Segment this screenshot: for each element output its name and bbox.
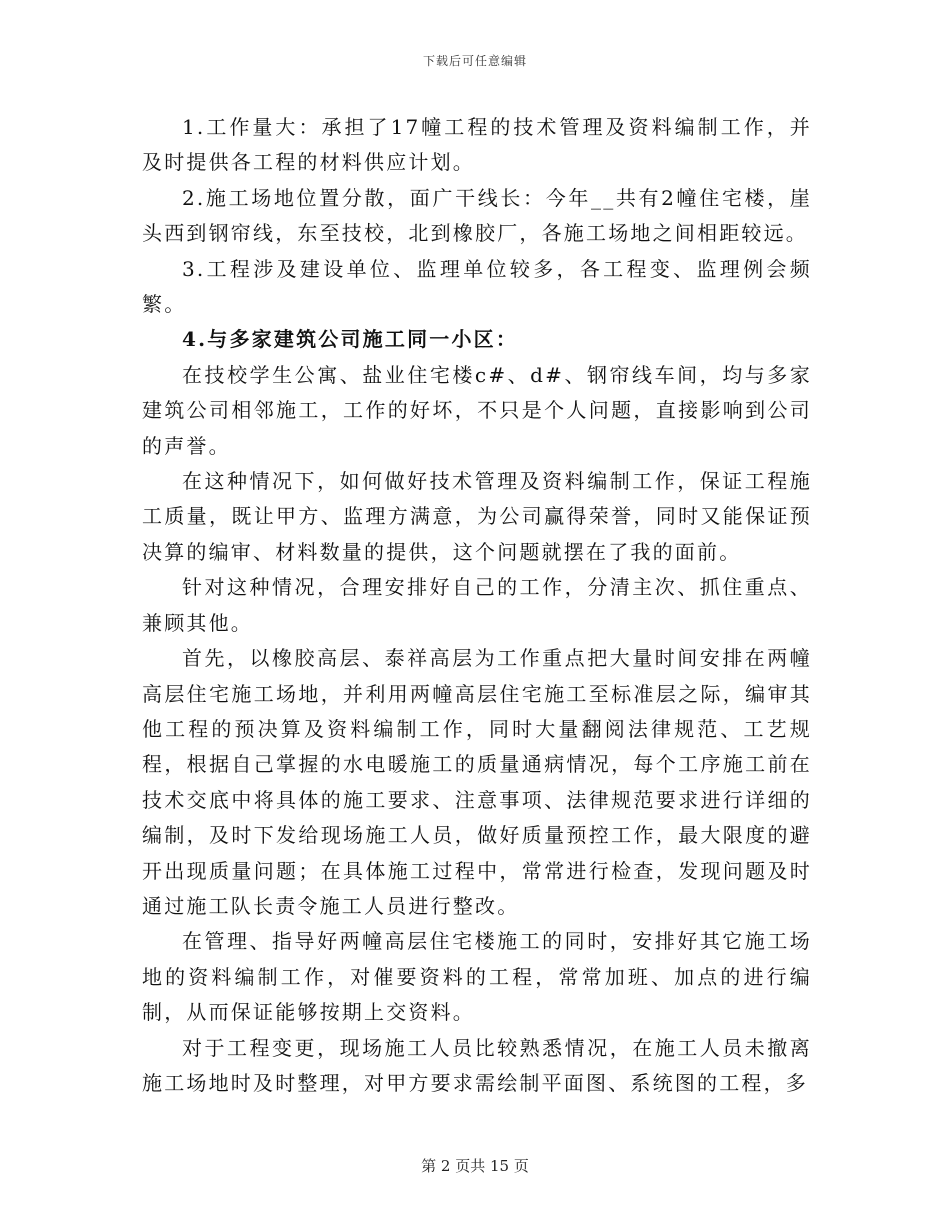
paragraph: 在这种情况下，如何做好技术管理及资料编制工作，保证工程施工质量，既让甲方、监理方满意，为公司赢得荣誉，同时又能保证预决算的编审、材料数量的提供，这个问题就摆在了我的面前。	[142, 469, 812, 564]
paragraph: 针对这种情况，合理安排好自己的工作，分清主次、抓住重点、兼顾其他。	[142, 575, 812, 635]
paragraph: 对于工程变更，现场施工人员比较熟悉情况，在施工人员未撤离施工场地时及时整理，对甲方要求需绘制平面图、系统图的工程，多	[142, 1035, 812, 1095]
section-heading: 4.与多家建筑公司施工同一小区：	[182, 327, 519, 352]
page-footer: 第 2 页共 15 页	[421, 1157, 529, 1175]
document-body	[142, 110, 812, 1101]
paragraph: 在技校学生公寓、盐业住宅楼c#、d#、钢帘线车间，均与多家建筑公司相邻施工，工作的好坏，不只是个人问题，直接影响到公司的声誉。	[142, 362, 812, 458]
paragraph: 首先，以橡胶高层、泰祥高层为工作重点把大量时间安排在两幢高层住宅施工场地，并利用两幢高层住宅施工至标准层之际，编审其他工程的预决算及资料编制工作，同时大量翻阅法律规范、工艺规程，根据自己掌握的水电暖施工的质量通病情况，每个工序施工前在技术交底中将具体的施工要求、注意事项、法律规范要求进行详细的编制，及时下发给现场施工人员，做好质量预控工作，最大限度的避开出现质量问题；在具体施工过程中，常常进行检查，发现问题及时通过施工队长责令施工人员进行整改。	[142, 646, 812, 918]
paragraph: 在管理、指导好两幢高层住宅楼施工的同时，安排好其它施工场地的资料编制工作，对催要资料的工程，常常加班、加点的进行编制，从而保证能够按期上交资料。	[142, 929, 812, 1025]
paragraph: 2.施工场地位置分散，面广干线长：今年__共有2幢住宅楼，崖头西到钢帘线，东至技校，北到橡胶厂，各施工场地之间相距较远。	[142, 185, 812, 246]
page-header: 下载后可任意编辑	[422, 54, 527, 68]
paragraph: 1.工作量大：承担了17幢工程的技术管理及资料编制工作，并及时提供各工程的材料供应计划。	[142, 115, 812, 175]
paragraph: 3.工程涉及建设单位、监理单位较多，各工程变、监理例会频繁。	[142, 256, 812, 317]
